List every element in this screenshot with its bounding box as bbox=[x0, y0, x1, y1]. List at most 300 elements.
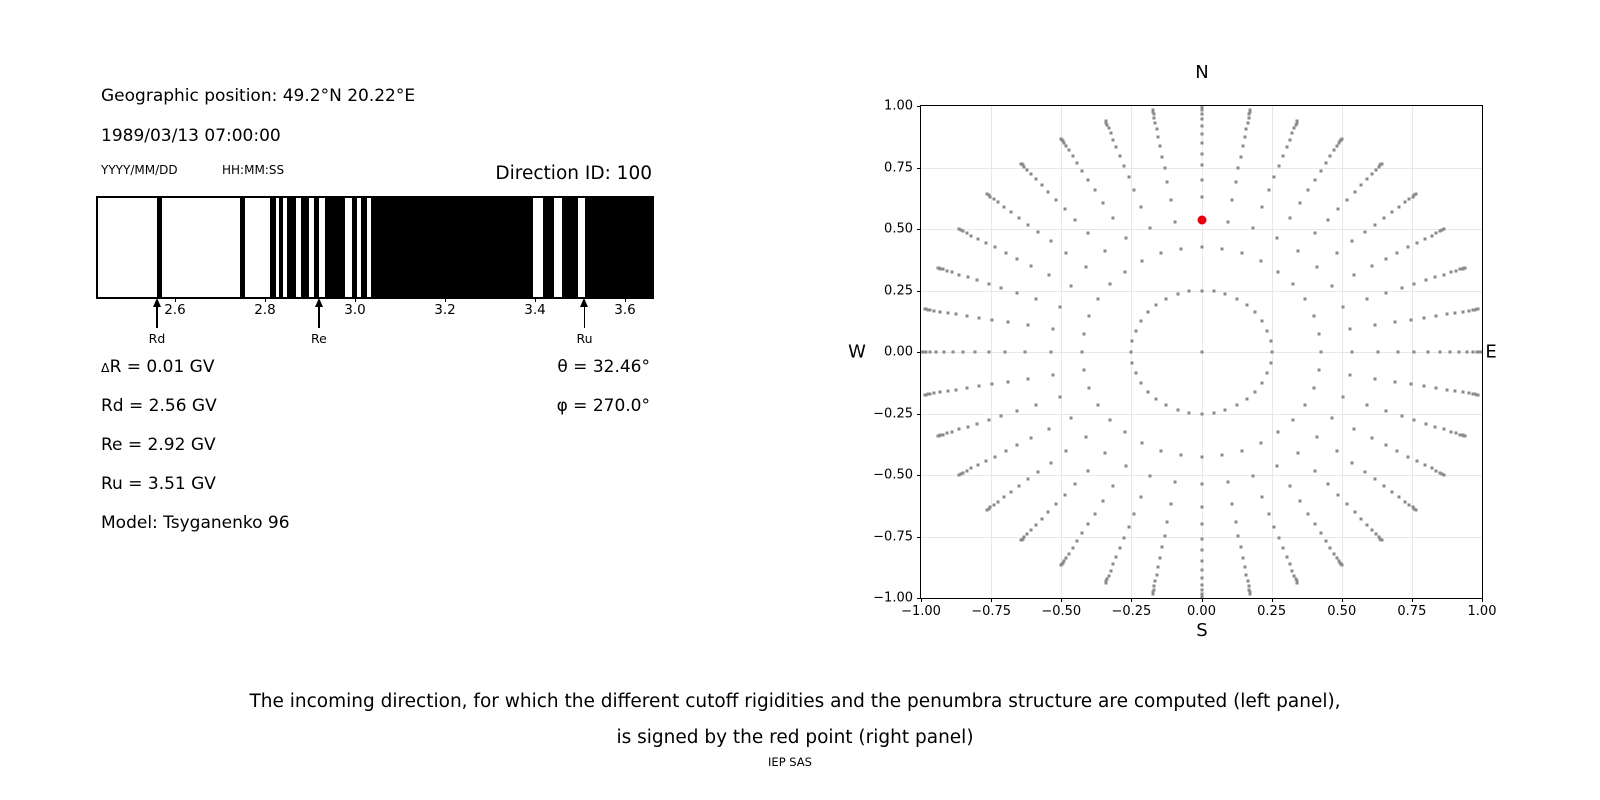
direction-grid-dot bbox=[938, 391, 941, 394]
direction-grid-dot bbox=[1313, 315, 1316, 318]
time-format-label: HH:MM:SS bbox=[222, 163, 285, 177]
direction-grid-dot bbox=[1026, 533, 1029, 536]
direction-grid-dot bbox=[1415, 241, 1418, 244]
direction-grid-dot bbox=[1157, 565, 1160, 568]
direction-grid-dot bbox=[1266, 329, 1269, 332]
direction-grid-dot bbox=[1430, 467, 1433, 470]
direction-grid-dot bbox=[1370, 264, 1373, 267]
direction-grid-dot bbox=[1464, 435, 1467, 438]
direction-grid-dot bbox=[988, 283, 991, 286]
direction-grid-dot bbox=[1148, 475, 1151, 478]
direction-grid-dot bbox=[990, 318, 993, 321]
direction-grid-dot bbox=[1393, 321, 1396, 324]
scatter-area bbox=[921, 106, 1482, 598]
direction-grid-dot bbox=[921, 351, 923, 354]
direction-grid-dot bbox=[1410, 383, 1413, 386]
x-tick-mark bbox=[1131, 598, 1132, 602]
direction-grid-dot bbox=[1130, 351, 1133, 354]
direction-grid-dot bbox=[1058, 305, 1061, 308]
direction-grid-dot bbox=[1200, 196, 1203, 199]
direction-grid-dot bbox=[1270, 351, 1273, 354]
direction-grid-dot bbox=[1353, 190, 1356, 193]
direction-grid-dot bbox=[1029, 529, 1032, 532]
direction-grid-dot bbox=[1200, 124, 1203, 127]
direction-grid-dot bbox=[1335, 251, 1338, 254]
direction-grid-dot bbox=[1363, 230, 1366, 233]
direction-grid-dot bbox=[1443, 228, 1446, 231]
direction-grid-dot bbox=[1108, 283, 1111, 286]
direction-grid-dot bbox=[990, 383, 993, 386]
direction-grid-dot bbox=[1246, 121, 1249, 124]
direction-grid-dot bbox=[977, 385, 980, 388]
direction-grid-dot bbox=[1050, 240, 1053, 243]
direction-grid-dot bbox=[1476, 393, 1479, 396]
direction-grid-dot bbox=[1058, 396, 1061, 399]
direction-grid-dot bbox=[1467, 309, 1470, 312]
direction-grid-dot bbox=[933, 392, 936, 395]
x-tick-mark bbox=[1412, 598, 1413, 602]
direction-grid-dot bbox=[1350, 461, 1353, 464]
direction-grid-dot bbox=[1118, 547, 1121, 550]
direction-grid-dot bbox=[1000, 287, 1003, 290]
direction-grid-dot bbox=[1221, 454, 1224, 457]
direction-grid-dot bbox=[1396, 450, 1399, 453]
direction-grid-dot bbox=[1157, 136, 1160, 139]
direction-grid-dot bbox=[1212, 411, 1215, 414]
y-tick-mark bbox=[917, 291, 921, 292]
direction-grid-dot bbox=[1442, 273, 1445, 276]
direction-grid-dot bbox=[1224, 293, 1227, 296]
direction-grid-dot bbox=[1260, 441, 1263, 444]
direction-grid-dot bbox=[1027, 478, 1030, 481]
direction-grid-dot bbox=[1060, 137, 1063, 140]
direction-grid-dot bbox=[1291, 569, 1294, 572]
direction-grid-dot bbox=[950, 430, 953, 433]
direction-grid-dot bbox=[1200, 549, 1203, 552]
direction-grid-dot bbox=[1298, 201, 1301, 204]
direction-grid-dot bbox=[1081, 532, 1084, 535]
direction-grid-dot bbox=[1288, 485, 1291, 488]
direction-grid-dot bbox=[1163, 167, 1166, 170]
theta-text: θ = 32.46° bbox=[557, 357, 650, 377]
direction-grid-dot bbox=[1326, 482, 1329, 485]
direction-grid-dot bbox=[1174, 481, 1177, 484]
direction-grid-dot bbox=[1096, 298, 1099, 301]
direction-grid-dot bbox=[1304, 298, 1307, 301]
direction-grid-dot bbox=[1200, 505, 1203, 508]
direction-grid-dot bbox=[1252, 475, 1255, 478]
direction-grid-dot bbox=[1285, 556, 1288, 559]
forbidden-band bbox=[157, 198, 162, 297]
direction-grid-dot bbox=[1360, 183, 1363, 186]
direction-grid-dot bbox=[1087, 179, 1090, 182]
direction-grid-dot bbox=[1319, 169, 1322, 172]
scatter-x-axis bbox=[901, 598, 1497, 638]
y-tick-mark bbox=[917, 414, 921, 415]
direction-grid-dot bbox=[1326, 219, 1329, 222]
direction-grid-dot bbox=[958, 273, 961, 276]
direction-grid-dot bbox=[1200, 141, 1203, 144]
direction-grid-dot bbox=[1435, 314, 1438, 317]
x-tick-mark bbox=[1202, 598, 1203, 602]
penumbra-tick-label: 2.6 bbox=[164, 302, 186, 318]
direction-grid-dot bbox=[1376, 351, 1379, 354]
direction-grid-dot bbox=[1200, 412, 1203, 415]
direction-grid-dot bbox=[1397, 205, 1400, 208]
direction-grid-dot bbox=[938, 310, 941, 313]
direction-grid-dot bbox=[1410, 318, 1413, 321]
direction-grid-dot bbox=[965, 314, 968, 317]
direction-grid-dot bbox=[1277, 270, 1280, 273]
direction-grid-dot bbox=[1426, 351, 1429, 354]
direction-grid-dot bbox=[1373, 223, 1376, 226]
direction-grid-dot bbox=[1333, 149, 1336, 152]
direction-grid-dot bbox=[1016, 444, 1019, 447]
direction-grid-dot bbox=[1108, 418, 1111, 421]
direction-grid-dot bbox=[1003, 496, 1006, 499]
direction-grid-dot bbox=[957, 474, 960, 477]
direction-grid-dot bbox=[1324, 539, 1327, 542]
direction-grid-dot bbox=[977, 464, 980, 467]
direction-grid-dot bbox=[945, 432, 948, 435]
direction-grid-dot bbox=[933, 309, 936, 312]
direction-grid-dot bbox=[1261, 381, 1264, 384]
direction-grid-dot bbox=[1450, 271, 1453, 274]
direction-grid-dot bbox=[1139, 320, 1142, 323]
x-tick-label: −1.00 bbox=[901, 604, 941, 619]
direction-grid-dot bbox=[1455, 432, 1458, 435]
direction-grid-dot bbox=[1313, 469, 1316, 472]
y-tick-mark bbox=[917, 598, 921, 599]
gridline bbox=[921, 229, 1482, 230]
direction-grid-dot bbox=[1017, 485, 1020, 488]
direction-grid-dot bbox=[1200, 456, 1203, 459]
direction-grid-dot bbox=[1076, 539, 1079, 542]
direction-grid-dot bbox=[929, 351, 932, 354]
direction-grid-dot bbox=[1350, 240, 1353, 243]
forbidden-band bbox=[240, 198, 245, 297]
direction-grid-dot bbox=[1476, 308, 1479, 311]
direction-grid-dot bbox=[1237, 167, 1240, 170]
direction-grid-dot bbox=[1133, 512, 1136, 515]
direction-grid-dot bbox=[924, 308, 927, 311]
direction-grid-dot bbox=[1412, 418, 1415, 421]
direction-grid-dot bbox=[1166, 181, 1169, 184]
direction-grid-dot bbox=[1200, 483, 1203, 486]
direction-grid-dot bbox=[1353, 428, 1356, 431]
y-tick-label: 0.75 bbox=[884, 160, 913, 175]
direction-grid-dot bbox=[1455, 269, 1458, 272]
direction-grid-dot bbox=[1034, 177, 1037, 180]
direction-grid-dot bbox=[985, 192, 988, 195]
forbidden-band bbox=[371, 198, 533, 297]
direction-grid-dot bbox=[1087, 232, 1090, 235]
forbidden-band bbox=[314, 198, 319, 297]
direction-grid-dot bbox=[1296, 582, 1299, 585]
direction-grid-dot bbox=[1125, 236, 1128, 239]
direction-grid-dot bbox=[1080, 351, 1083, 354]
direction-grid-dot bbox=[1342, 305, 1345, 308]
direction-grid-dot bbox=[1159, 449, 1162, 452]
direction-grid-dot bbox=[1291, 132, 1294, 135]
direction-grid-dot bbox=[976, 422, 979, 425]
direction-grid-dot bbox=[1269, 361, 1272, 364]
direction-grid-dot bbox=[1148, 226, 1151, 229]
direction-grid-dot bbox=[1063, 494, 1066, 497]
direction-grid-dot bbox=[1239, 546, 1242, 549]
direction-id-text: Direction ID: 100 bbox=[495, 163, 652, 184]
direction-grid-dot bbox=[1040, 183, 1043, 186]
direction-grid-dot bbox=[946, 311, 949, 314]
direction-grid-dot bbox=[1200, 537, 1203, 540]
y-tick-mark bbox=[917, 537, 921, 538]
direction-grid-dot bbox=[1254, 311, 1257, 314]
direction-grid-dot bbox=[997, 500, 1000, 503]
direction-grid-dot bbox=[1134, 372, 1137, 375]
date-format-label: YYYY/MM/DD bbox=[101, 163, 178, 177]
direction-grid-dot bbox=[1087, 469, 1090, 472]
direction-grid-dot bbox=[1466, 351, 1469, 354]
direction-grid-dot bbox=[1241, 145, 1244, 148]
direction-grid-dot bbox=[1071, 546, 1074, 549]
direction-grid-dot bbox=[1020, 539, 1023, 542]
direction-grid-dot bbox=[1085, 266, 1088, 269]
direction-grid-dot bbox=[1140, 205, 1143, 208]
direction-grid-dot bbox=[1188, 290, 1191, 293]
direction-grid-dot bbox=[1226, 481, 1229, 484]
direction-grid-dot bbox=[1161, 155, 1164, 158]
direction-grid-dot bbox=[1434, 276, 1437, 279]
direction-grid-dot bbox=[1324, 162, 1327, 165]
direction-grid-dot bbox=[1071, 155, 1074, 158]
direction-grid-dot bbox=[1047, 511, 1050, 514]
direction-grid-dot bbox=[1015, 409, 1018, 412]
direction-grid-dot bbox=[1166, 520, 1169, 523]
direction-grid-dot bbox=[1292, 283, 1295, 286]
direction-grid-dot bbox=[1224, 408, 1227, 411]
direction-grid-dot bbox=[1366, 524, 1369, 527]
direction-grid-dot bbox=[1026, 377, 1029, 380]
direction-grid-dot bbox=[1200, 152, 1203, 155]
direction-grid-dot bbox=[1319, 532, 1322, 535]
direction-grid-dot bbox=[1159, 145, 1162, 148]
direction-grid-dot bbox=[1434, 425, 1437, 428]
direction-grid-dot bbox=[1153, 116, 1156, 119]
direction-grid-dot bbox=[1034, 524, 1037, 527]
direction-grid-dot bbox=[1094, 189, 1097, 192]
direction-grid-dot bbox=[924, 393, 927, 396]
direction-grid-dot bbox=[1403, 201, 1406, 204]
direction-grid-dot bbox=[1221, 247, 1224, 250]
direction-grid-dot bbox=[1435, 387, 1438, 390]
direction-grid-dot bbox=[1200, 351, 1203, 354]
direction-grid-dot bbox=[1266, 372, 1269, 375]
direction-grid-dot bbox=[1292, 418, 1295, 421]
direction-grid-dot bbox=[1070, 417, 1073, 420]
direction-grid-dot bbox=[970, 467, 973, 470]
direction-grid-dot bbox=[1348, 328, 1351, 331]
direction-grid-dot bbox=[1026, 324, 1029, 327]
direction-scatter-plot bbox=[920, 105, 1483, 599]
direction-grid-dot bbox=[1336, 144, 1339, 147]
direction-grid-dot bbox=[1009, 491, 1012, 494]
direction-grid-dot bbox=[1123, 164, 1126, 167]
direction-grid-dot bbox=[1348, 373, 1351, 376]
penumbra-tick-label: 3.6 bbox=[614, 302, 636, 318]
direction-grid-dot bbox=[1243, 136, 1246, 139]
direction-grid-dot bbox=[994, 455, 997, 458]
gridline bbox=[921, 475, 1482, 476]
direction-grid-dot bbox=[1174, 220, 1177, 223]
direction-grid-dot bbox=[1102, 201, 1105, 204]
direction-grid-dot bbox=[1034, 403, 1037, 406]
direction-grid-dot bbox=[1200, 560, 1203, 563]
forbidden-band bbox=[325, 198, 344, 297]
direction-grid-dot bbox=[1288, 216, 1291, 219]
direction-grid-dot bbox=[1231, 198, 1234, 201]
direction-grid-dot bbox=[1329, 155, 1332, 158]
direction-grid-dot bbox=[936, 435, 939, 438]
direction-grid-dot bbox=[1371, 172, 1374, 175]
penumbra-axis bbox=[98, 297, 652, 357]
direction-grid-dot bbox=[985, 460, 988, 463]
direction-grid-dot bbox=[1282, 547, 1285, 550]
direction-grid-dot bbox=[1179, 454, 1182, 457]
arrow-up-icon bbox=[580, 298, 588, 307]
direction-grid-dot bbox=[1374, 324, 1377, 327]
direction-grid-dot bbox=[1304, 403, 1307, 406]
direction-grid-dot bbox=[1234, 520, 1237, 523]
direction-grid-dot bbox=[1313, 232, 1316, 235]
geo-position-text: Geographic position: 49.2°N 20.22°E bbox=[101, 86, 416, 106]
x-tick-mark bbox=[1061, 598, 1062, 602]
direction-grid-dot bbox=[1454, 311, 1457, 314]
direction-grid-dot bbox=[1200, 577, 1203, 580]
direction-grid-dot bbox=[1342, 396, 1345, 399]
direction-grid-dot bbox=[1047, 273, 1050, 276]
caption-line-2: is signed by the red point (right panel) bbox=[616, 727, 974, 748]
direction-grid-dot bbox=[1306, 512, 1309, 515]
direction-grid-dot bbox=[1261, 320, 1264, 323]
direction-grid-dot bbox=[1245, 573, 1248, 576]
direction-grid-dot bbox=[1406, 455, 1409, 458]
direction-grid-dot bbox=[1009, 210, 1012, 213]
direction-grid-dot bbox=[1200, 118, 1203, 121]
direction-grid-dot bbox=[1385, 292, 1388, 295]
y-tick-mark bbox=[917, 475, 921, 476]
direction-grid-dot bbox=[1393, 380, 1396, 383]
direction-grid-dot bbox=[1131, 361, 1134, 364]
direction-grid-dot bbox=[945, 269, 948, 272]
y-tick-label: −0.75 bbox=[873, 529, 913, 544]
direction-grid-dot bbox=[1415, 509, 1418, 512]
direction-grid-dot bbox=[1103, 452, 1106, 455]
direction-grid-dot bbox=[1413, 351, 1416, 354]
caption-line-1: The incoming direction, for which the different cutoff rigidities and the penumbra structure are computed (left panel), bbox=[249, 691, 1341, 712]
y-tick-mark bbox=[917, 106, 921, 107]
direction-grid-dot bbox=[1275, 465, 1278, 468]
direction-grid-dot bbox=[1396, 251, 1399, 254]
forbidden-band bbox=[361, 198, 366, 297]
direction-grid-dot bbox=[966, 425, 969, 428]
direction-grid-dot bbox=[1247, 585, 1250, 588]
direction-grid-dot bbox=[936, 266, 939, 269]
direction-grid-dot bbox=[1094, 512, 1097, 515]
forbidden-band bbox=[301, 198, 310, 297]
direction-grid-dot bbox=[1424, 279, 1427, 282]
direction-grid-dot bbox=[1104, 119, 1107, 122]
direction-grid-dot bbox=[1169, 503, 1172, 506]
direction-grid-dot bbox=[992, 503, 995, 506]
direction-grid-dot bbox=[1333, 552, 1336, 555]
direction-grid-dot bbox=[1237, 534, 1240, 537]
direction-grid-dot bbox=[1154, 580, 1157, 583]
direction-grid-dot bbox=[1200, 178, 1203, 181]
figure-caption bbox=[0, 684, 1590, 756]
x-tick-mark bbox=[1272, 598, 1273, 602]
x-tick-label: 0.00 bbox=[1187, 604, 1216, 619]
delta-symbol: Δ bbox=[101, 360, 110, 375]
direction-grid-dot bbox=[1004, 351, 1007, 354]
direction-grid-dot bbox=[1277, 537, 1280, 540]
direction-grid-dot bbox=[1384, 444, 1387, 447]
direction-grid-dot bbox=[1109, 132, 1112, 135]
direction-grid-dot bbox=[1267, 189, 1270, 192]
direction-grid-dot bbox=[1273, 175, 1276, 178]
direction-grid-dot bbox=[1004, 450, 1007, 453]
direction-grid-dot bbox=[1296, 119, 1299, 122]
y-tick-label: 1.00 bbox=[884, 98, 913, 114]
direction-grid-dot bbox=[1179, 247, 1182, 250]
direction-grid-dot bbox=[965, 387, 968, 390]
direction-grid-dot bbox=[1243, 565, 1246, 568]
direction-grid-dot bbox=[1159, 252, 1162, 255]
direction-grid-dot bbox=[985, 241, 988, 244]
direction-grid-dot bbox=[1391, 491, 1394, 494]
direction-grid-dot bbox=[1445, 388, 1448, 391]
direction-grid-dot bbox=[1007, 321, 1010, 324]
direction-grid-dot bbox=[1060, 564, 1063, 567]
direction-grid-dot bbox=[1034, 298, 1037, 301]
direction-grid-dot bbox=[1335, 450, 1338, 453]
y-tick-label: −1.00 bbox=[873, 590, 913, 606]
y-tick-label: −0.25 bbox=[873, 406, 913, 421]
direction-grid-dot bbox=[1047, 190, 1050, 193]
penumbra-tick-label: 3.0 bbox=[344, 302, 366, 318]
direction-grid-dot bbox=[1165, 404, 1168, 407]
direction-grid-dot bbox=[976, 279, 979, 282]
direction-grid-dot bbox=[1082, 369, 1085, 372]
direction-grid-dot bbox=[1277, 164, 1280, 167]
direction-grid-dot bbox=[1396, 351, 1399, 354]
direction-grid-dot bbox=[1123, 537, 1126, 540]
direction-grid-dot bbox=[1112, 485, 1115, 488]
direction-grid-dot bbox=[1247, 116, 1250, 119]
direction-grid-dot bbox=[1027, 223, 1030, 226]
direction-grid-dot bbox=[1000, 414, 1003, 417]
direction-grid-dot bbox=[1340, 137, 1343, 140]
direction-grid-dot bbox=[1277, 431, 1280, 434]
direction-grid-dot bbox=[1424, 422, 1427, 425]
direction-grid-dot bbox=[1081, 169, 1084, 172]
direction-grid-dot bbox=[1443, 474, 1446, 477]
direction-grid-dot bbox=[950, 271, 953, 274]
direction-grid-dot bbox=[994, 246, 997, 249]
x-tick-mark bbox=[921, 598, 922, 602]
direction-grid-dot bbox=[962, 351, 965, 354]
phi-text: φ = 270.0° bbox=[556, 396, 650, 416]
direction-grid-dot bbox=[1313, 386, 1316, 389]
